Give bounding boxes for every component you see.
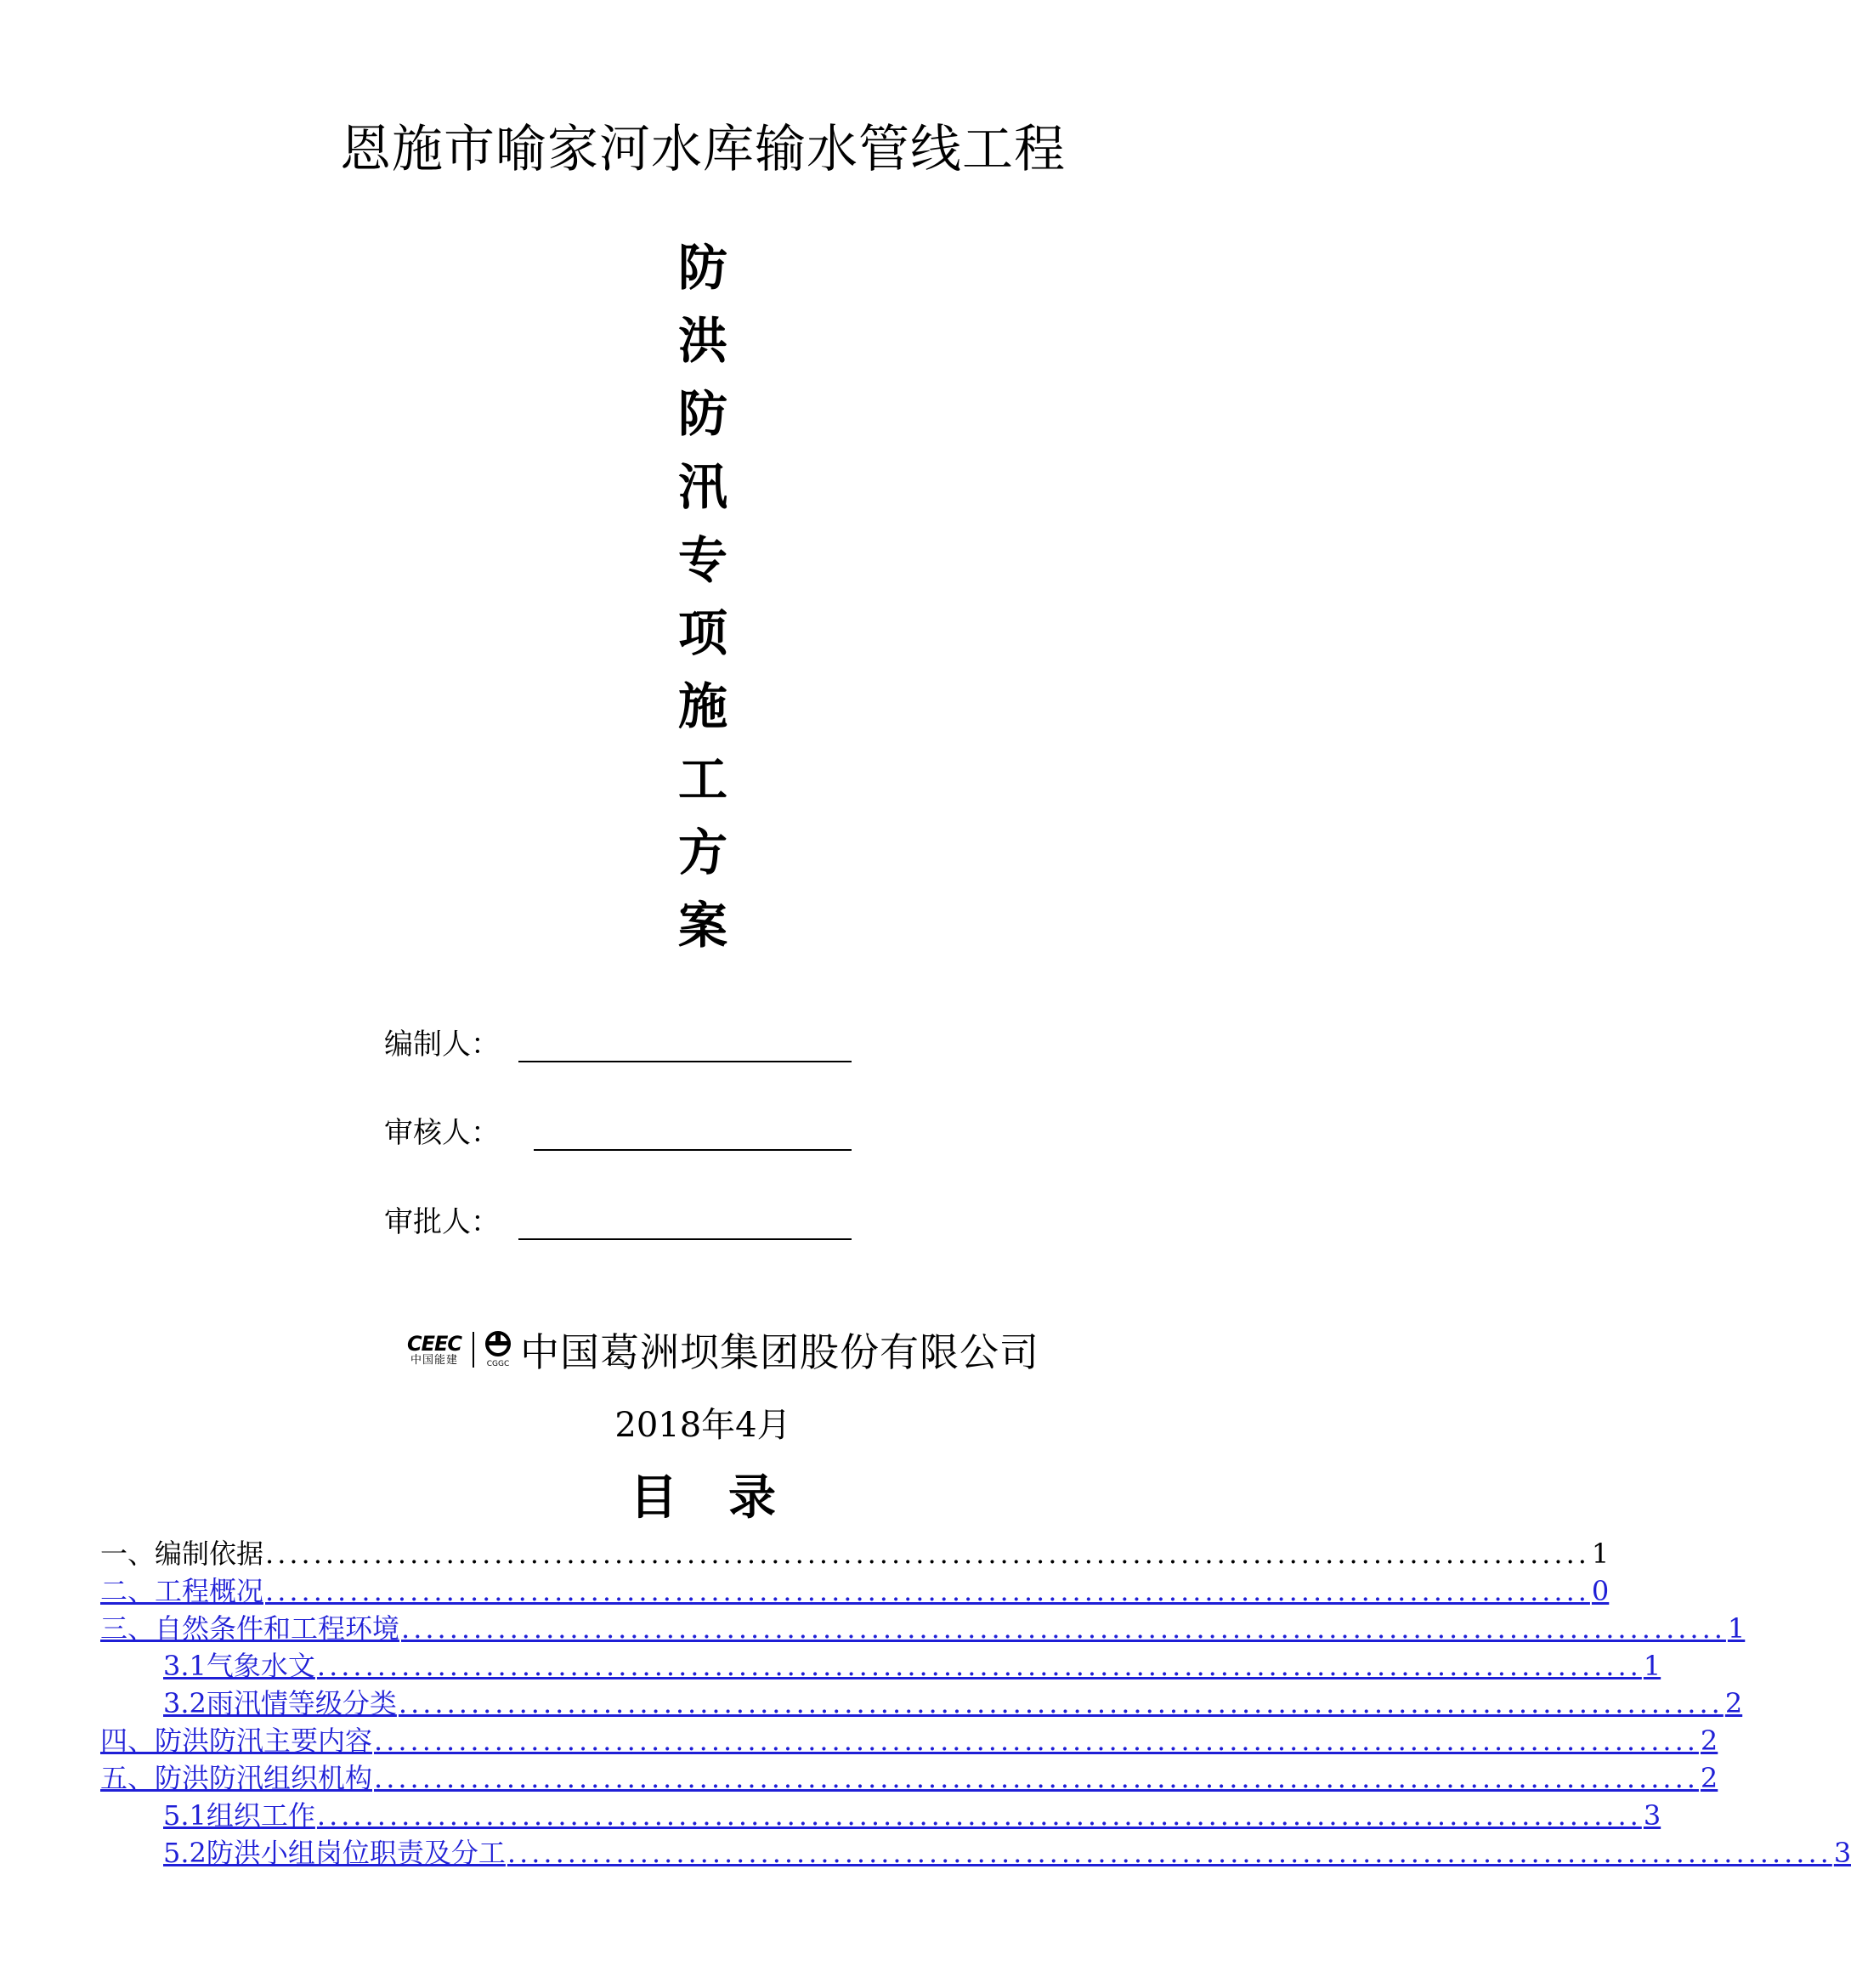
ceec-logo bbox=[405, 1333, 464, 1367]
compiler-signature-row bbox=[384, 1017, 852, 1068]
toc-entry-page: 0 bbox=[1591, 1575, 1610, 1607]
toc-leader-dots: .............................................................................................................. bbox=[374, 1725, 1699, 1757]
toc-entry-page: 1 bbox=[1591, 1538, 1610, 1570]
reviewer-signature-line bbox=[534, 1149, 852, 1151]
toc-entry-text: 一、编制依据 bbox=[100, 1538, 264, 1570]
toc-entry-text: 3.2雨汛情等级分类 bbox=[163, 1687, 397, 1719]
title-char: 案 bbox=[677, 897, 727, 954]
toc-leader-dots: .............................................................................................................. bbox=[316, 1799, 1642, 1832]
project-title: 恩施市喻家河水库输水管线工程 bbox=[340, 120, 1066, 179]
toc-entry-page: 2 bbox=[1700, 1725, 1718, 1757]
toc-entry-text: 5.2防洪小组岗位职责及分工 bbox=[163, 1837, 506, 1869]
toc-leader-dots: .............................................................................................................. bbox=[265, 1538, 1590, 1570]
toc-entry-text: 四、防洪防汛主要内容 bbox=[100, 1725, 373, 1757]
compiler-label: 编制人： bbox=[384, 1028, 500, 1062]
toc-entry-page: 3 bbox=[1643, 1799, 1661, 1832]
title-char: 专 bbox=[677, 531, 727, 589]
toc-leader-dots: .............................................................................................................. bbox=[507, 1837, 1832, 1869]
toc-entry-page: 1 bbox=[1727, 1612, 1746, 1645]
approver-signature-line bbox=[518, 1238, 852, 1240]
ceec-logo-sub: 中国能建 bbox=[410, 1354, 458, 1367]
table-of-contents bbox=[100, 1535, 1851, 1872]
cggc-logo-sub: CGGC bbox=[486, 1360, 510, 1368]
toc-entry-link[interactable] bbox=[100, 1759, 1718, 1797]
title-char: 施 bbox=[677, 677, 727, 735]
document-date: 2018年4月 bbox=[614, 1406, 791, 1445]
title-char: 防 bbox=[677, 385, 727, 443]
approver-signature-row bbox=[384, 1194, 852, 1245]
ceec-logo-mark: CEEC bbox=[406, 1332, 461, 1356]
toc-title: 目录 bbox=[630, 1470, 827, 1526]
toc-entry-link[interactable] bbox=[100, 1610, 1746, 1647]
document-title-vertical bbox=[660, 231, 745, 962]
cggc-emblem-icon bbox=[483, 1331, 513, 1360]
cggc-logo bbox=[483, 1331, 513, 1368]
title-char: 汛 bbox=[677, 458, 727, 516]
toc-leader-dots: .............................................................................................................. bbox=[316, 1650, 1642, 1682]
toc-entry-link[interactable] bbox=[100, 1722, 1718, 1759]
toc-leader-dots: .............................................................................................................. bbox=[265, 1575, 1590, 1607]
toc-leader-dots: .............................................................................................................. bbox=[398, 1687, 1724, 1719]
company-name: 中国葛洲坝集团股份有限公司 bbox=[520, 1329, 1039, 1375]
toc-subentry-link[interactable] bbox=[100, 1834, 1851, 1872]
toc-entry-page: 1 bbox=[1643, 1650, 1661, 1682]
compiler-signature-line bbox=[518, 1061, 852, 1062]
title-char: 洪 bbox=[677, 312, 727, 370]
reviewer-label: 审核人： bbox=[384, 1116, 500, 1150]
toc-entry-text: 二、工程概况 bbox=[100, 1575, 264, 1607]
toc-subentry-link[interactable] bbox=[100, 1797, 1661, 1834]
toc-entry[interactable] bbox=[100, 1535, 1610, 1572]
title-char: 防 bbox=[677, 239, 727, 297]
toc-entry-page: 3 bbox=[1833, 1837, 1851, 1869]
toc-entry-text: 5.1组织工作 bbox=[163, 1799, 315, 1832]
toc-entry-page: 2 bbox=[1724, 1687, 1743, 1719]
toc-entry-text: 五、防洪防汛组织机构 bbox=[100, 1762, 373, 1794]
toc-subentry-link[interactable] bbox=[100, 1685, 1743, 1722]
title-char: 项 bbox=[677, 604, 727, 662]
toc-entry-text: 三、自然条件和工程环境 bbox=[100, 1612, 400, 1645]
logo-divider bbox=[473, 1332, 474, 1368]
reviewer-signature-row bbox=[384, 1105, 852, 1156]
toc-leader-dots: .............................................................................................................. bbox=[401, 1612, 1726, 1645]
toc-entry-link[interactable] bbox=[100, 1572, 1610, 1610]
toc-subentry-link[interactable] bbox=[100, 1647, 1661, 1685]
approver-label: 审批人： bbox=[384, 1205, 500, 1239]
toc-entry-text: 3.1气象水文 bbox=[163, 1650, 315, 1682]
toc-leader-dots: .............................................................................................................. bbox=[374, 1762, 1699, 1794]
toc-entry-page: 2 bbox=[1700, 1762, 1718, 1794]
company-block bbox=[405, 1316, 1039, 1384]
title-char: 方 bbox=[677, 824, 727, 881]
title-char: 工 bbox=[677, 750, 727, 808]
